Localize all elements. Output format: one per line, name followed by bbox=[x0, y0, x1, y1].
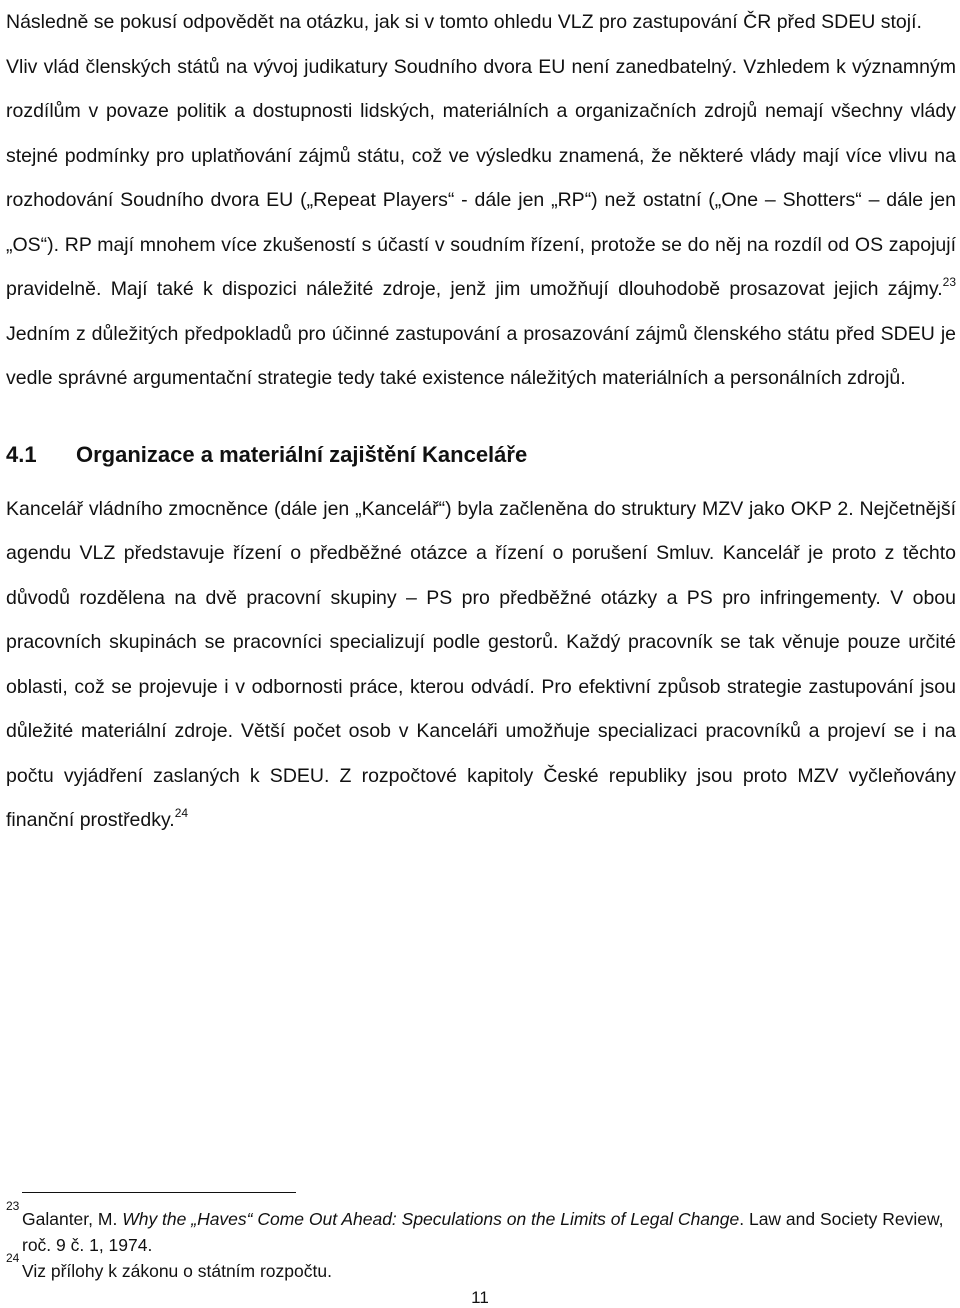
footnote-source: . Law and Society Review, roč. 9 č. 1, 1974. bbox=[22, 1209, 944, 1255]
document-page bbox=[6, 0, 956, 843]
footnote-24 bbox=[6, 1251, 956, 1284]
section-number: 4.1 bbox=[6, 441, 37, 467]
footnote-reference[interactable]: 24 bbox=[174, 806, 189, 820]
section-title: Organizace a materiální zajištění Kanceláře bbox=[76, 441, 528, 467]
section-heading bbox=[6, 440, 956, 470]
footnote-text: Viz přílohy k zákonu o státním rozpočtu. bbox=[22, 1261, 332, 1281]
footnotes bbox=[6, 1199, 956, 1284]
paragraph-text: Kancelář vládního zmocněnce (dále jen „Kancelář“) byla začleněna do struktury MZV jako OKP 2. Nejčetnější agendu VLZ představuje řízení o předběžné otázce a řízení o porušení Smluv. Kancelář je proto z těchto důvodů rozdělena na dvě pracovní skupiny – PS pro předběžné otázky a PS pro infringementy. V obou pracovních skupinách se pracovníci specializují podle gestorů. Každý pracovník se tak věnuje pouze určité oblasti, což se projevuje i v odbornosti práce, kterou odvádí. Pro efektivní způsob strategie zastupování jsou důležité materiální zdroje. Větší počet osob v Kanceláři umožňuje specializaci pracovníků a projeví se i na počtu vyjádření zaslaných k SDEU. Z rozpočtové kapitoly České republiky jsou proto MZV vyčleňovány finanční prostředky. bbox=[6, 497, 956, 831]
paragraph-office-organization bbox=[6, 487, 956, 843]
footnote-number: 23 bbox=[6, 1199, 20, 1213]
footnote-separator bbox=[22, 1192, 296, 1193]
paragraph-text: Vliv vlád členských států na vývoj judikatury Soudního dvora EU není zanedbatelný. Vzhledem k významným rozdílům v povaze politik a dostupnosti lidských, materiálních a organizačních zdrojů nemají všechny vlády stejné podmínky pro uplatňování zájmů státu, což ve výsledku znamená, že některé vlády mají více vlivu na rozhodování Soudního dvora EU („Repeat Players“ - dále jen „RP“) než ostatní („One – Shotters“ – dále jen „OS“). RP mají mnohem více zkušeností s účastí v soudním řízení, protože se do něj na rozdíl od OS zapojují pravidelně. Mají také k dispozici náležité zdroje, jenž jim umožňují dlouhodobě prosazovat jejich zájmy. bbox=[6, 55, 956, 300]
footnote-23 bbox=[6, 1199, 956, 1258]
footnote-author: Galanter, M. bbox=[22, 1209, 123, 1229]
paragraph-governments-influence bbox=[6, 45, 956, 401]
footnote-work-title: Why the „Haves“ Come Out Ahead: Speculations on the Limits of Legal Change bbox=[122, 1209, 740, 1229]
footnote-reference[interactable]: 23 bbox=[942, 275, 956, 289]
paragraph-text-continued: Jedním z důležitých předpokladů pro účinné zastupování a prosazování zájmů členského státu před SDEU je vedle správné argumentační strategie tedy také existence náležitých materiálních a personálních zdrojů. bbox=[6, 322, 956, 389]
intro-paragraph: Následně se pokusí odpovědět na otázku, jak si v tomto ohledu VLZ pro zastupování ČR před SDEU stojí. bbox=[6, 11, 922, 33]
footnote-number: 24 bbox=[6, 1251, 20, 1265]
page-number: 11 bbox=[471, 1288, 489, 1307]
